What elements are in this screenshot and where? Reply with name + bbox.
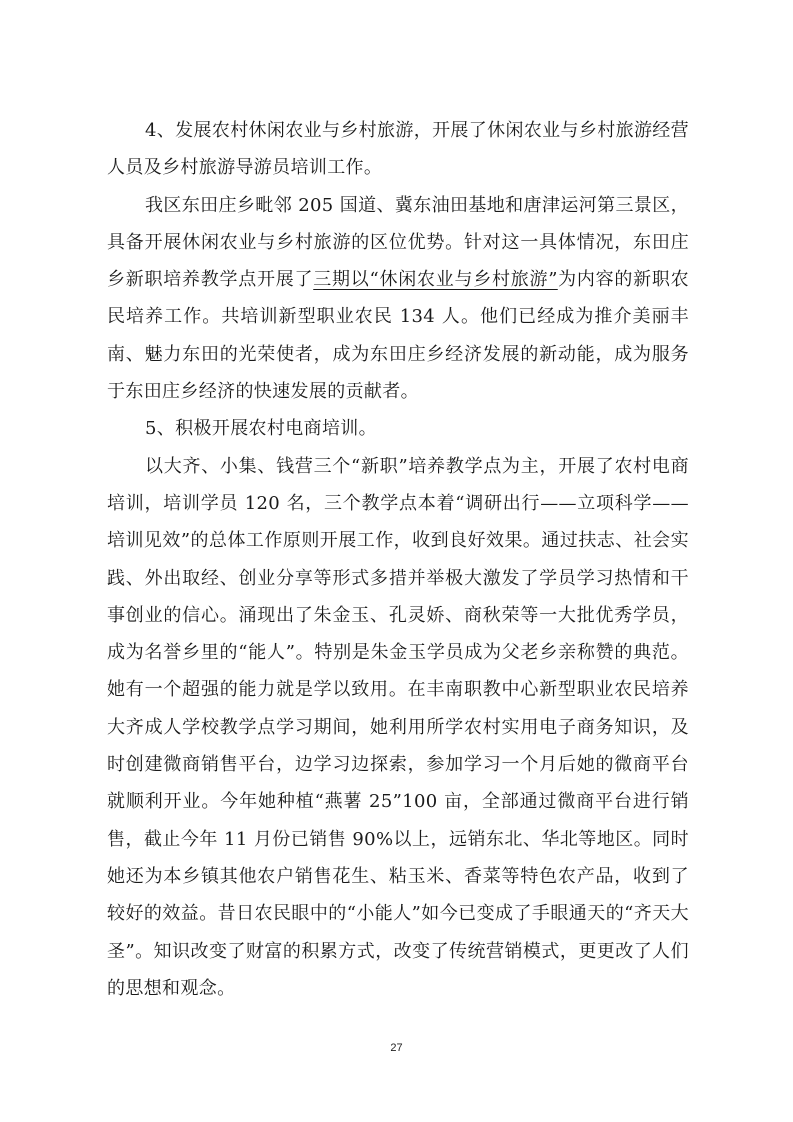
paragraph-text-start: 我区东田庄乡毗邻 205 国道、冀东油田基地和唐津运河第三景区，具备开展休闲农业与乡村旅游的区位优势。针对这一具体情况，东田庄乡新职培养教学点开展了 xyxy=(107,194,689,291)
paragraph-dongtianzhuang xyxy=(107,187,689,411)
page-number: 27 xyxy=(390,1042,403,1054)
paragraph-text-end: 为内容的新职农民培养工作。共培训新型职业农民 134 人。他们已经成为推介美丽丰南、魅力东田的光荣使者，成为东田庄乡经济发展的新动能，成为服务于东田庄乡经济的快速发展的贡献者。 xyxy=(107,269,689,403)
section-heading-5: 5、积极开展农村电商培训。 xyxy=(145,418,378,440)
underlined-phrase: 三期以“休闲农业与乡村旅游” xyxy=(313,269,558,291)
document-body xyxy=(107,112,689,1007)
section-heading-4: 4、发展农村休闲农业与乡村旅游，开展了休闲农业与乡村旅游经营人员及乡村旅游导游员培训工作。 xyxy=(107,120,689,179)
paragraph-ecommerce: 以大齐、小集、钱营三个“新职”培养教学点为主，开展了农村电商培训，培训学员 120 名，三个教学点本着“调研出行——立项科学——培训见效”的总体工作原则开展工作，收到良好效果。通过扶志、社会实践、外出取经、创业分享等形式多措并举极大激发了学员学习热情和干事创业的信心。涌现出了朱金玉、孔灵娇、商秋荣等一大批优秀学员，成为名誉乡里的“能人”。特别是朱金玉学员成为父老乡亲称赞的典范。她有一个超强的能力就是学以致用。在丰南职教中心新型职业农民培养大齐成人学校教学点学习期间，她利用所学农村实用电子商务知识，及时创建微商销售平台，边学习边探索，参加学习一个月后她的微商平台就顺利开业。今年她种植“燕薯 25”100 亩，全部通过微商平台进行销售，截止今年 11 月份已销售 90%以上，远销东北、华北等地区。同时她还为本乡镇其他农户销售花生、粘玉米、香菜等特色农产品，收到了较好的效益。昔日农民眼中的“小能人”如今已变成了手眼通天的“齐天大圣”。知识改变了财富的积累方式，改变了传统营销模式，更更改了人们的思想和观念。 xyxy=(107,455,689,999)
